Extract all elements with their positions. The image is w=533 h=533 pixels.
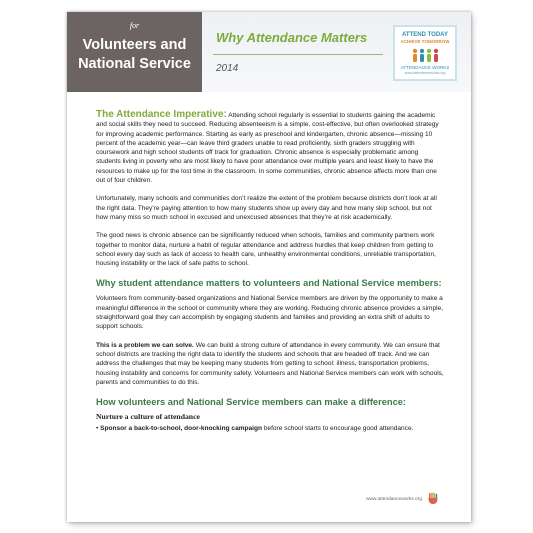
list-item: • Sponsor a back-to-school, door-knocking campaign before school starts to encourage good attendance. [96,425,414,433]
document-body [96,110,444,443]
intro-paragraph-2: Unfortunately, many schools and communities don’t realize the extent of the problem because districts don’t look at all the right data. They’re paying attention to how many students show up every day and how many skip school, but not how many miss so much school in excused and unexcused absences that they’re at risk academically. [96,195,437,221]
why-paragraph-2-text: We can build a strong culture of attendance in every community. We can ensure that school districts are tracking the right data to identify the students and schools that are headed off track. And we can address the challenges that may be keeping many students from getting to school: illness, transportation problems, housing instability and concerns for community safety. Volunteers and National Service members can work with schools, parents and communities to do this. [96,341,444,386]
logo-line-1: ATTEND TODAY [402,32,448,38]
how-subheading: Nurture a culture of attendance [96,412,200,422]
document-page [67,12,471,522]
document-year: 2014 [216,63,239,74]
intro-text: Attending school regularly is essential to students gaining the academic and social skills they need to succeed. Reducing absenteeism is a simple, cost-effective, but often overlooked strategy for improving academic performance. Starting as early as preschool and kindergarten, chronic absence—missing 10 percent of the academic year—can leave third graders unable to read proficiently, sixth graders struggling with coursework and high school students off track for graduation. Chronic absence is especially problematic among students living in poverty who are most likely to have poor attendance over multiple years and least likely to have the resources to make up for the lost time in the classroom. In some communities, chronic absence affects more than one out of four children. [96,112,439,185]
audience-line-2: National Service [78,56,191,72]
for-label: for [129,21,140,30]
bullet-lead: Sponsor a back-to-school, door-knocking campaign [100,425,262,433]
why-paragraph-1: Volunteers from community-based organizations and National Service members are driven by the opportunity to make a meaningful difference in the school or community where they are working. Reducing chronic absence provides a simple, straightforward goal they can accomplish by engaging students and families and providing an extra shift of adults to support schools. [96,295,444,331]
intro-paragraph-3: The good news is chronic absence can be significantly reduced when schools, families and community partners work together to monitor data, nurture a habit of regular attendance and address hurdles that keep children from getting to school every day such as lack of access to health care, unhealthy environmental conditions, unreliable transportation, housing instability or the lack of safe paths to school. [96,232,436,268]
footer-url: www.attendanceworks.org [366,497,422,502]
attendance-works-logo [393,25,457,81]
children-icon [409,47,443,63]
audience-line-1: Volunteers and [82,37,187,53]
why-paragraph-2-lead: This is a problem we can solve. [96,341,194,349]
audience-title-box [67,12,202,92]
hand-icon [427,492,439,505]
intro-paragraph [96,110,444,185]
bullet-text: before school starts to encourage good attendance. [262,425,414,433]
document-title: Why Attendance Matters [216,30,368,45]
why-section-heading: Why student attendance matters to volunteers and National Service members: [96,278,442,289]
logo-line-3: ATTENDANCE WORKS [400,65,450,70]
why-paragraph-2 [96,341,444,387]
intro-heading: The Attendance Imperative: [96,109,227,120]
title-divider [213,54,383,55]
logo-line-4: www.attendanceworks.org [404,71,446,75]
audience-title [67,36,202,74]
logo-line-2: ACHIEVE TOMORROW [400,39,450,44]
how-section-heading: How volunteers and National Service members can make a difference: [96,397,407,408]
